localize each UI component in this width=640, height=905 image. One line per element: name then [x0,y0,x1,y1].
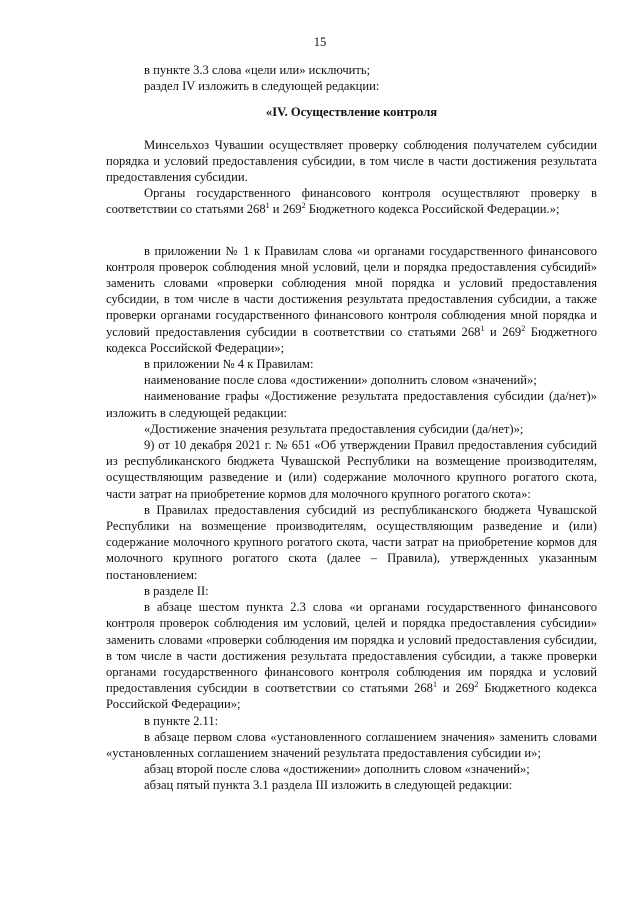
paragraph: в Правилах предоставления субсидий из республиканского бюджета Чувашской Республики на возмещение производителям, осуществляющим разведение и (или) содержание молочного крупного рогатого скота, части затрат на приобретение кормов для молочного крупного рогатого скота (далее – Правила), утвержденных указанным постановлением: [106,502,597,582]
paragraph: абзац второй после слова «достижении» дополнить словом «значений»; [144,762,530,777]
article-superscript: 2 [301,201,306,211]
paragraph: наименование после слова «достижении» дополнить словом «значений»; [144,373,537,388]
paragraph: в приложении № 4 к Правилам: [144,357,314,372]
document-body [106,62,597,794]
paragraph: абзац пятый пункта 3.1 раздела III изложить в следующей редакции: [144,778,513,793]
article-superscript: 2 [474,680,479,690]
section-heading: «IV. Осуществление контроля [265,105,438,120]
paragraph: в приложении № 1 к Правилам слова «и органами государственного финансового контроля проверок соблюдения мной условий, цели и порядка предоставления субсидий» заменить словами «проверки соблюдения мной порядка и условий предоставления субсидии, в том числе в части достижения результата предоставления субсидии, а также проверки органами государственного финансового контроля соблюдения мной порядка и условий предоставления субсидии в соответствии со статьями $268^1$ и $269^2$ Бюджетного кодекса Российской Федерации»; [106,243,597,355]
paragraph: в абзаце шестом пункта 2.3 слова «и органами государственного финансового контроля проверок соблюдения им условий, целей и порядка предоставления субсидии» заменить словами «проверки соблюдения им порядка и условий предоставления субсидии, в том числе в части достижения результата предоставления субсидии, а также проверки органами государственного финансового контроля соблюдения им порядка и условий предоставления субсидии в соответствии со статьями $268^1$ и $269^2$ Бюджетного кодекса Российской Федерации»; [106,600,597,712]
paragraph: в абзаце первом слова «установленного соглашением значения» заменить словами «установленных соглашением значений результата предоставления субсидии и»; [106,729,597,760]
article-superscript: 1 [480,323,485,333]
paragraph: в пункте 3.3 слова «цели или» исключить; [144,63,371,77]
article-superscript: 2 [521,323,526,333]
paragraph: Минсельхоз Чувашии осуществляет проверку соблюдения получателем субсидии порядка и условий предоставления субсидии, в том числе в части достижения результата предоставления субсидии. [106,137,597,185]
paragraph: «Достижение значения результата предоставления субсидии (да/нет)»; [144,421,524,436]
paragraph: в разделе II: [144,583,209,598]
paragraph: наименование графы «Достижение результата предоставления субсидии (да/нет)» изложить в следующей редакции: [106,389,597,420]
paragraph: раздел IV изложить в следующей редакции: [144,79,380,94]
paragraph: 9) от 10 декабря 2021 г. № 651 «Об утверждении Правил предоставления субсидий из республиканского бюджета Чувашской Республики на возмещение производителям, осуществляющим разведение и (или) содержание молочного крупного рогатого скота, части затрат на приобретение кормов для молочного крупного рогатого скота»: [106,438,597,501]
page-number: 15 [313,35,327,49]
paragraph: в пункте 2.11: [144,713,219,728]
article-superscript: 1 [265,201,270,211]
paragraph: Органы государственного финансового контроля осуществляют проверку в соответствии со статьями $268^1$ и $269^2$ Бюджетного кодекса Российской Федерации.»; [106,186,597,217]
article-superscript: 1 [432,680,437,690]
